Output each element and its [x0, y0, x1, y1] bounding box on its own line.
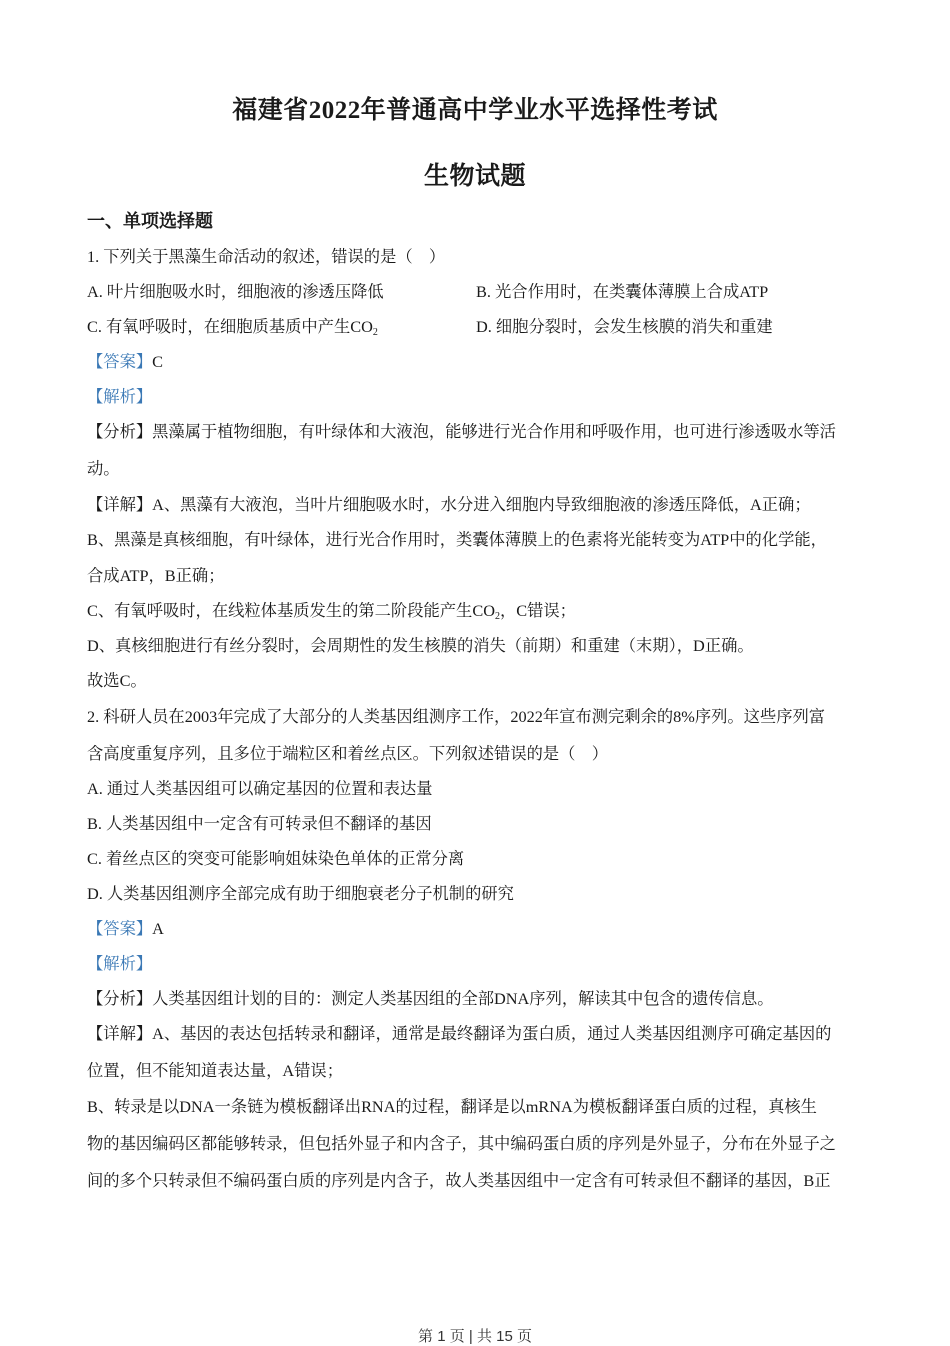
- analysis-label: 【解析】: [87, 387, 153, 406]
- answer-label: 【答案】: [87, 352, 153, 371]
- option-a: A. 叶片细胞吸水时，细胞液的渗透压降低: [87, 282, 384, 301]
- option-b: B. 人类基因组中一定含有可转录但不翻译的基因: [87, 814, 432, 833]
- analysis-label: 【解析】: [87, 954, 153, 973]
- detail-text: 合成ATP，B正确；: [87, 566, 225, 585]
- option-a: A. 通过人类基因组可以确定基因的位置和表达量: [87, 779, 433, 798]
- page-footer: 第 1 页 | 共 15 页: [418, 1328, 532, 1345]
- detail-text: [87, 601, 576, 621]
- document-subtitle: 生物试题: [423, 163, 526, 190]
- detail-text: B、转录是以DNA一条链为模板翻译出RNA的过程，翻译是以mRNA为模板翻译蛋白质的过程，真核生: [87, 1097, 817, 1116]
- question-stem: 1. 下列关于黑藻生命活动的叙述，错误的是（ ）: [87, 247, 446, 266]
- detail-text: 位置，但不能知道表达量，A错误；: [87, 1061, 343, 1080]
- option-c: C. 着丝点区的突变可能影响姐妹染色单体的正常分离: [87, 849, 465, 868]
- detail-text: 【详解】A、基因的表达包括转录和翻译，通常是最终翻译为蛋白质，通过人类基因组测序可确定基因的: [87, 1024, 832, 1043]
- detail-text: D、真核细胞进行有丝分裂时，会周期性的发生核膜的消失（前期）和重建（末期），D正确。: [87, 636, 754, 655]
- answer-value: A: [152, 919, 164, 938]
- answer-line: [87, 352, 163, 372]
- document-title: 福建省2022年普通高中学业水平选择性考试: [232, 97, 718, 124]
- detail-text: 物的基因编码区都能够转录，但包括外显子和内含子，其中编码蛋白质的序列是外显子，分布在外显子之: [87, 1134, 836, 1153]
- answer-label: 【答案】: [87, 919, 153, 938]
- option-d: D. 细胞分裂时，会发生核膜的消失和重建: [476, 317, 773, 336]
- question-stem: 含高度重复序列，且多位于端粒区和着丝点区。下列叙述错误的是（ ）: [87, 744, 609, 763]
- analysis-text: 动。: [87, 459, 120, 478]
- detail-text-part: ，C错误；: [499, 601, 576, 620]
- option-c: [87, 317, 378, 337]
- answer-line: [87, 919, 164, 939]
- option-b: B. 光合作用时，在类囊体薄膜上合成ATP: [476, 282, 769, 301]
- subscript: 2: [372, 327, 378, 338]
- subscript: 2: [494, 611, 500, 622]
- answer-value: C: [152, 352, 164, 371]
- analysis-text: 【分析】人类基因组计划的目的：测定人类基因组的全部DNA序列，解读其中包含的遗传信息。: [87, 989, 774, 1008]
- analysis-text: 【分析】黑藻属于植物细胞，有叶绿体和大液泡，能够进行光合作用和呼吸作用，也可进行渗透吸水等活: [87, 422, 836, 441]
- detail-text: 【详解】A、黑藻有大液泡，当叶片细胞吸水时，水分进入细胞内导致细胞液的渗透压降低，A正确；: [87, 495, 811, 514]
- detail-text: 间的多个只转录但不编码蛋白质的序列是内含子，故人类基因组中一定含有可转录但不翻译的基因，B正: [87, 1171, 831, 1190]
- question-stem: 2. 科研人员在2003年完成了大部分的人类基因组测序工作，2022年宣布测完剩余的8%序列。这些序列富: [87, 707, 826, 726]
- conclusion-text: 故选C。: [87, 671, 147, 690]
- option-d: D. 人类基因组测序全部完成有助于细胞衰老分子机制的研究: [87, 884, 514, 903]
- option-c-text: C. 有氧呼吸时，在细胞质基质中产生CO: [87, 317, 373, 336]
- detail-text: B、黑藻是真核细胞，有叶绿体，进行光合作用时，类囊体薄膜上的色素将光能转变为ATP中的化学能，: [87, 530, 827, 549]
- detail-text-part: C、有氧呼吸时，在线粒体基质发生的第二阶段能产生CO: [87, 601, 495, 620]
- section-heading: 一、单项选择题: [87, 211, 213, 231]
